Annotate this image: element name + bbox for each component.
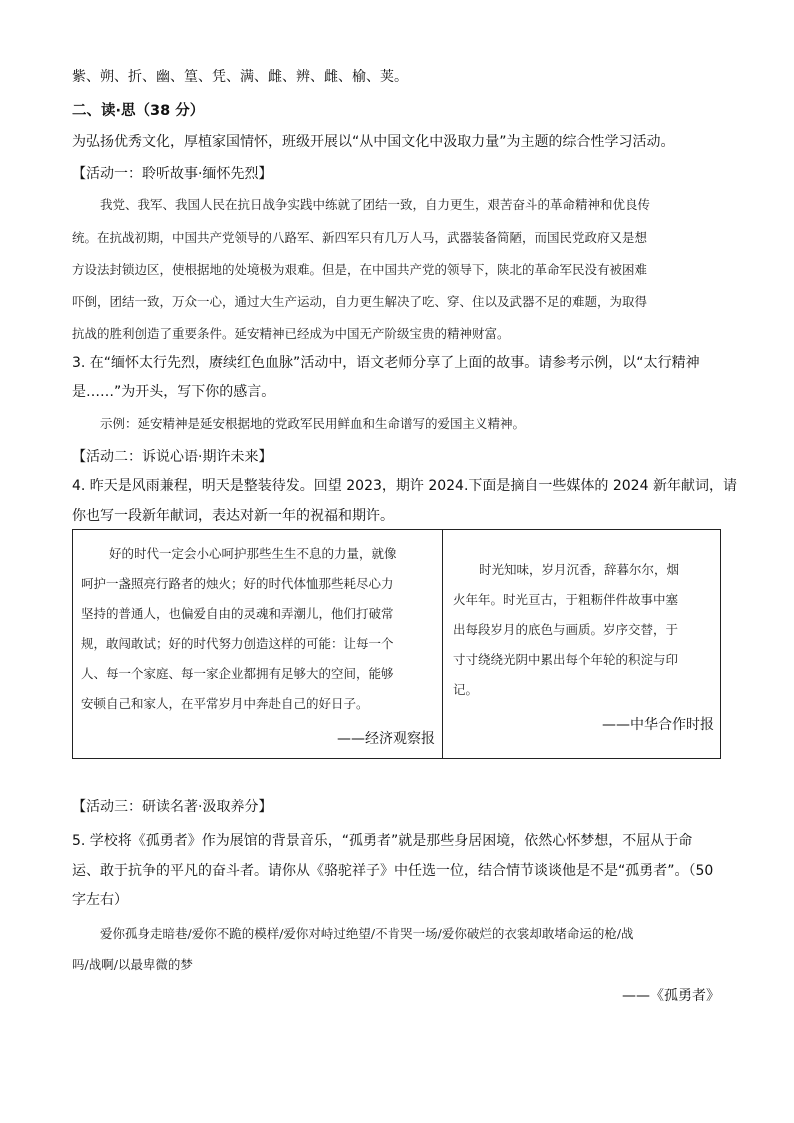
example-text: 示例：延安精神是延安根据地的党政军民用鲜血和生命谱写的爱国主义精神。: [100, 416, 526, 431]
lyrics-source: ——《孤勇者》: [622, 988, 720, 1004]
section-heading: 二、读·思（38 分）: [72, 103, 205, 119]
question-3-line-2: 是……”为开头，写下你的感言。: [72, 384, 276, 400]
right-cell-line: 记。: [453, 682, 479, 697]
right-cell-line: 寸寸绕绕光阴中累出每个年轮的积淀与印: [453, 652, 679, 667]
question-4-line-1: 4. 昨天是风雨兼程，明天是整装待发。回望 2023，期许 2024.下面是摘自一些媒体的 2024 新年献词，请: [72, 478, 737, 494]
question-5-line-2: 运、敢于抗争的平凡的奋斗者。请你从《骆驼祥子》中任选一位，结合情节谈谈他是不是“孤勇者”。（50: [72, 863, 714, 879]
right-cell-line: 火年年。时光亘古，于粗粝伴件故事中塞: [453, 592, 679, 607]
question-5-line-3: 字左右）: [72, 892, 128, 908]
left-cell-line: 坚持的普通人，也偏爱自由的灵魂和弄潮儿，他们打破常: [81, 606, 394, 621]
left-cell-line: 规，敢闯敢试；好的时代努力创造这样的可能：让每一个: [81, 636, 394, 651]
story-line-5: 抗战的胜利创造了重要条件。延安精神已经成为中国无产阶级宝贵的精神财富。: [72, 326, 510, 341]
right-cell-source: ——中华合作时报: [602, 717, 714, 733]
right-cell-line: 时光知味，岁月沉香，辞暮尔尔，烟: [479, 562, 680, 577]
activity-two-heading: 【活动二：诉说心语·期许未来】: [72, 449, 273, 465]
story-line-4: 吓倒，团结一致，万众一心，通过大生产运动，自力更生解决了吃、穿、住以及武器不足的难题，为取得: [72, 294, 648, 309]
lyrics-line-2: 吗/战啊/以最卑微的梦: [72, 957, 193, 972]
question-4-line-2: 你也写一段新年献词，表达对新一年的祝福和期许。: [72, 508, 394, 524]
new-year-message-table: [72, 529, 721, 759]
intro-paragraph: 为弘扬优秀文化，厚植家国情怀，班级开展以“从中国文化中汲取力量”为主题的综合性学习活动。: [72, 134, 675, 150]
left-cell-line: 好的时代一定会小心呵护那些生生不息的力量，就像: [109, 546, 397, 561]
left-cell-source: ——经济观察报: [337, 731, 435, 747]
activity-three-heading: 【活动三：研读名著·汲取养分】: [72, 799, 273, 815]
left-cell-line: 安顿自己和家人，在平常岁月中奔赴自己的好日子。: [81, 696, 369, 711]
story-line-3: 方设法封锁边区，使根据地的处境极为艰难。但是，在中国共产党的领导下，陕北的革命军民没有被困难: [72, 262, 648, 277]
lyrics-line-1: 爱你孤身走暗巷/爱你不跪的模样/爱你对峙过绝望/不肯哭一场/爱你破烂的衣裳却敢堵命运的枪/战: [100, 926, 634, 941]
story-line-2: 统。在抗战初期，中国共产党领导的八路军、新四军只有几万人马，武器装备简陋，而国民党政府又是想: [72, 230, 648, 245]
char-list-line: 紫、朔、折、幽、篁、凭、满、雌、辨、雌、榆、荚。: [72, 69, 408, 85]
story-line-1: 我党、我军、我国人民在抗日战争实践中练就了团结一致，自力更生，艰苦奋斗的革命精神和优良传: [100, 197, 651, 212]
left-cell-line: 呵护一盏照亮行路者的烛火；好的时代体恤那些耗尽心力: [81, 576, 394, 591]
question-3-line-1: 3. 在“缅怀太行先烈，赓续红色血脉”活动中，语文老师分享了上面的故事。请参考示例，以“太行精神: [72, 355, 700, 371]
activity-one-heading: 【活动一：聆听故事·缅怀先烈】: [72, 166, 273, 182]
table-divider: [442, 530, 443, 758]
question-5-line-1: 5. 学校将《孤勇者》作为展馆的背景音乐，“孤勇者”就是那些身居困境，依然心怀梦想，不屈从于命: [72, 833, 693, 849]
left-cell-line: 人、每一个家庭、每一家企业都拥有足够大的空间，能够: [81, 666, 394, 681]
right-cell-line: 出每段岁月的底色与画质。岁序交替，于: [453, 622, 679, 637]
